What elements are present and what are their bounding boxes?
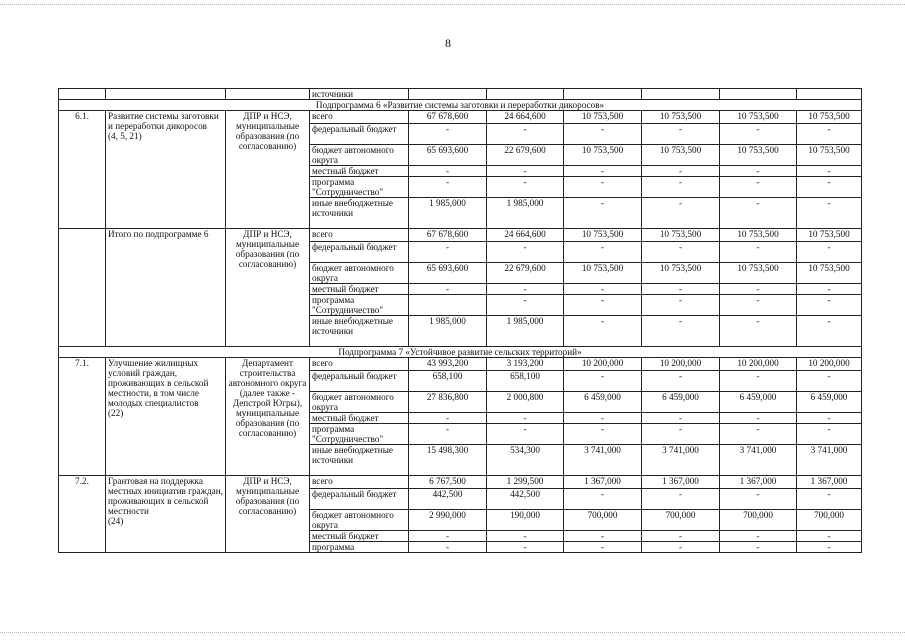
source-label: всего — [310, 111, 409, 124]
value-cell: - — [642, 424, 720, 445]
value-cell — [564, 89, 642, 100]
value-cell: - — [564, 124, 642, 145]
item-executor: ДПР и НСЭ, муниципальные образования (по согласованию) — [226, 476, 310, 553]
value-cell: 24 664,600 — [487, 229, 564, 242]
value-cell: 15 498,300 — [409, 445, 487, 476]
value-cell: 10 753,500 — [720, 229, 797, 242]
value-cell: - — [409, 242, 487, 263]
value-cell — [487, 89, 564, 100]
item-name: Итого по подпрограмме 6 — [106, 229, 226, 347]
value-cell: - — [564, 295, 642, 316]
value-cell: - — [642, 295, 720, 316]
value-cell: - — [720, 177, 797, 198]
source-label: бюджет автономного округа — [310, 145, 409, 166]
value-cell: 10 753,500 — [797, 229, 862, 242]
value-cell: - — [409, 284, 487, 295]
value-cell: - — [797, 371, 862, 392]
source-label: бюджет автономного округа — [310, 392, 409, 413]
value-cell: - — [720, 284, 797, 295]
value-cell: - — [564, 489, 642, 510]
value-cell: 10 753,500 — [564, 111, 642, 124]
value-cell: 6 459,000 — [642, 392, 720, 413]
value-cell: 2 000,800 — [487, 392, 564, 413]
value-cell: - — [720, 413, 797, 424]
value-cell: - — [797, 413, 862, 424]
source-label: всего — [310, 476, 409, 489]
source-label: бюджет автономного округа — [310, 510, 409, 531]
table-cell — [59, 89, 106, 100]
source-label: местный бюджет — [310, 166, 409, 177]
value-cell — [642, 89, 720, 100]
value-cell: 10 753,500 — [564, 229, 642, 242]
value-cell: - — [642, 371, 720, 392]
value-cell: 1 367,000 — [642, 476, 720, 489]
value-cell: 190,000 — [487, 510, 564, 531]
item-number: 6.1. — [59, 111, 106, 229]
source-label: всего — [310, 229, 409, 242]
table-row — [59, 111, 862, 124]
value-cell: - — [720, 489, 797, 510]
item-name: Улучшение жилищных условий граждан, проживающих в сельской местности, в том числе молодых специалистов (22) — [106, 358, 226, 476]
value-cell: 10 753,500 — [642, 229, 720, 242]
value-cell: 3 741,000 — [564, 445, 642, 476]
budget-table — [58, 88, 862, 553]
source-label: всего — [310, 358, 409, 371]
value-cell: - — [487, 424, 564, 445]
value-cell: 1 367,000 — [564, 476, 642, 489]
value-cell: - — [797, 542, 862, 553]
page-number: 8 — [445, 36, 451, 50]
value-cell: - — [564, 166, 642, 177]
value-cell: - — [797, 295, 862, 316]
value-cell: 3 741,000 — [797, 445, 862, 476]
subprogram-title: Подпрограмма 7 «Устойчивое развитие сельских территорий» — [59, 347, 862, 358]
value-cell: 67 678,600 — [409, 229, 487, 242]
value-cell: 6 767,500 — [409, 476, 487, 489]
value-cell: - — [720, 198, 797, 229]
value-cell: - — [797, 242, 862, 263]
value-cell: - — [487, 542, 564, 553]
value-cell: - — [564, 198, 642, 229]
source-label: федеральный бюджет — [310, 489, 409, 510]
value-cell: 67 678,600 — [409, 111, 487, 124]
value-cell — [409, 89, 487, 100]
value-cell: 2 990,000 — [409, 510, 487, 531]
subprogram-row — [59, 347, 862, 358]
value-cell: - — [564, 316, 642, 347]
value-cell: - — [797, 166, 862, 177]
value-cell: 10 753,500 — [642, 111, 720, 124]
value-cell: 10 753,500 — [797, 111, 862, 124]
value-cell: 700,000 — [642, 510, 720, 531]
value-cell: 3 741,000 — [720, 445, 797, 476]
value-cell: - — [564, 413, 642, 424]
source-label: иные внебюджетные источники — [310, 445, 409, 476]
source-label: местный бюджет — [310, 531, 409, 542]
value-cell: - — [720, 242, 797, 263]
value-cell: - — [487, 413, 564, 424]
value-cell: - — [487, 124, 564, 145]
value-cell: - — [487, 177, 564, 198]
value-cell: - — [797, 489, 862, 510]
value-cell: - — [720, 124, 797, 145]
source-label: иные внебюджетные источники — [310, 198, 409, 229]
table-row — [59, 476, 862, 489]
value-cell: 10 753,500 — [720, 145, 797, 166]
value-cell — [797, 89, 862, 100]
value-cell: - — [642, 531, 720, 542]
value-cell: 10 753,500 — [720, 263, 797, 284]
item-name: Грантовая на поддержка местных инициатив граждан, проживающих в сельской местности (24) — [106, 476, 226, 553]
source-label: программа "Сотрудничество" — [310, 177, 409, 198]
value-cell: 700,000 — [720, 510, 797, 531]
value-cell: - — [720, 316, 797, 347]
value-cell: - — [409, 542, 487, 553]
value-cell: 658,100 — [487, 371, 564, 392]
value-cell: 22 679,600 — [487, 145, 564, 166]
value-cell: - — [564, 531, 642, 542]
value-cell: - — [720, 371, 797, 392]
value-cell: - — [720, 166, 797, 177]
source-label: местный бюджет — [310, 284, 409, 295]
value-cell: - — [797, 177, 862, 198]
value-cell: - — [487, 284, 564, 295]
value-cell: - — [642, 198, 720, 229]
value-cell: - — [642, 284, 720, 295]
item-name: Развитие системы заготовки и переработки дикоросов (4, 5, 21) — [106, 111, 226, 229]
value-cell: - — [564, 424, 642, 445]
table-cell — [106, 89, 226, 100]
value-cell: - — [642, 489, 720, 510]
item-executor: Департамент строительства автономного округа (далее также - Депстрой Югры), муниципальные образования (по согласованию) — [226, 358, 310, 476]
value-cell: 65 693,600 — [409, 145, 487, 166]
value-cell: 10 753,500 — [797, 263, 862, 284]
value-cell: - — [564, 542, 642, 553]
table-row — [59, 229, 862, 242]
value-cell: 6 459,000 — [564, 392, 642, 413]
item-number — [59, 229, 106, 347]
value-cell: 10 753,500 — [642, 263, 720, 284]
item-number: 7.2. — [59, 476, 106, 553]
table-cell — [226, 89, 310, 100]
value-cell: 10 200,000 — [720, 358, 797, 371]
value-cell: - — [797, 124, 862, 145]
value-cell: 10 753,500 — [797, 145, 862, 166]
value-cell: - — [487, 242, 564, 263]
value-cell: - — [797, 316, 862, 347]
value-cell: - — [797, 424, 862, 445]
value-cell: 27 836,800 — [409, 392, 487, 413]
value-cell: - — [720, 542, 797, 553]
table-row — [59, 358, 862, 371]
value-cell: 442,500 — [409, 489, 487, 510]
value-cell: 1 985,000 — [409, 316, 487, 347]
value-cell: - — [564, 284, 642, 295]
value-cell: - — [409, 413, 487, 424]
value-cell: - — [564, 177, 642, 198]
value-cell: 10 753,500 — [720, 111, 797, 124]
value-cell: - — [409, 424, 487, 445]
value-cell: - — [642, 242, 720, 263]
value-cell: - — [409, 177, 487, 198]
value-cell: - — [720, 531, 797, 542]
value-cell: - — [409, 124, 487, 145]
value-cell: - — [642, 177, 720, 198]
source-label: программа — [310, 542, 409, 553]
value-cell: 1 367,000 — [797, 476, 862, 489]
value-cell: 22 679,600 — [487, 263, 564, 284]
item-executor: ДПР и НСЭ, муниципальные образования (по согласованию) — [226, 111, 310, 229]
value-cell: 658,100 — [409, 371, 487, 392]
source-label: программа "Сотрудничество" — [310, 424, 409, 445]
value-cell: 10 753,500 — [642, 145, 720, 166]
value-cell: - — [720, 295, 797, 316]
source-label: иные внебюджетные источники — [310, 316, 409, 347]
value-cell: - — [797, 531, 862, 542]
value-cell: 1 367,000 — [720, 476, 797, 489]
value-cell: - — [487, 531, 564, 542]
value-cell: - — [409, 531, 487, 542]
source-label: местный бюджет — [310, 413, 409, 424]
subprogram-title: Подпрограмма 6 «Развитие системы заготовки и переработки дикоросов» — [59, 100, 862, 111]
value-cell: - — [409, 166, 487, 177]
item-number: 7.1. — [59, 358, 106, 476]
value-cell: 10 200,000 — [797, 358, 862, 371]
value-cell: - — [642, 542, 720, 553]
value-cell: 442,500 — [487, 489, 564, 510]
value-cell: 1 985,000 — [409, 198, 487, 229]
source-label: бюджет автономного округа — [310, 263, 409, 284]
value-cell: 1 985,000 — [487, 198, 564, 229]
value-cell: 24 664,600 — [487, 111, 564, 124]
value-cell: 43 993,200 — [409, 358, 487, 371]
value-cell: 6 459,000 — [797, 392, 862, 413]
source-label: федеральный бюджет — [310, 124, 409, 145]
value-cell: - — [642, 316, 720, 347]
value-cell: 534,300 — [487, 445, 564, 476]
value-cell: - — [564, 242, 642, 263]
value-cell: 3 193,200 — [487, 358, 564, 371]
value-cell: 65 693,600 — [409, 263, 487, 284]
table-row — [59, 89, 862, 100]
value-cell: - — [797, 198, 862, 229]
value-cell — [720, 89, 797, 100]
value-cell: 1 985,000 — [487, 316, 564, 347]
value-cell: 10 200,000 — [642, 358, 720, 371]
value-cell: 700,000 — [564, 510, 642, 531]
value-cell: 1 299,500 — [487, 476, 564, 489]
value-cell: 10 753,500 — [564, 263, 642, 284]
value-cell: 10 200,000 — [564, 358, 642, 371]
scan-top-edge — [0, 4, 905, 7]
value-cell: - — [642, 413, 720, 424]
value-cell: - — [487, 295, 564, 316]
value-cell — [409, 295, 487, 316]
source-label: программа "Сотрудничество" — [310, 295, 409, 316]
value-cell: - — [487, 166, 564, 177]
value-cell: - — [564, 371, 642, 392]
value-cell: - — [797, 284, 862, 295]
scan-bottom-edge — [0, 632, 905, 635]
source-label: федеральный бюджет — [310, 371, 409, 392]
source-label: источники — [310, 89, 409, 100]
value-cell: 700,000 — [797, 510, 862, 531]
value-cell: - — [642, 166, 720, 177]
value-cell: - — [642, 124, 720, 145]
value-cell: 10 753,500 — [564, 145, 642, 166]
source-label: федеральный бюджет — [310, 242, 409, 263]
value-cell: 6 459,000 — [720, 392, 797, 413]
value-cell: 3 741,000 — [642, 445, 720, 476]
item-executor: ДПР и НСЭ, муниципальные образования (по согласованию) — [226, 229, 310, 347]
value-cell: - — [720, 424, 797, 445]
subprogram-row — [59, 100, 862, 111]
